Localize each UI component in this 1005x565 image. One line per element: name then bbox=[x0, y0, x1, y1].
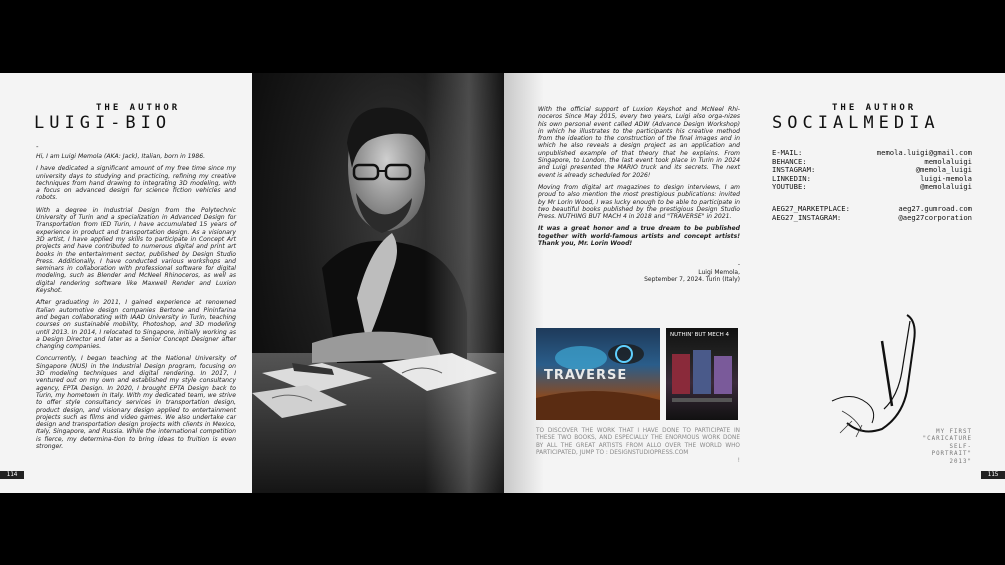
cta-mark: ! bbox=[737, 457, 740, 464]
cta-text bbox=[536, 428, 740, 465]
cta-body: TO DISCOVER THE WORK THAT I HAVE DONE TO PARTICIPATE IN THESE TWO BOOKS, AND ESPECIALLY THE ENORMOUS WORK DONE BY ALL THE GREAT ARTISTS FROM ALLO OVER THE WORLD WHO PARTICIPATED, JUMP TO : DESIGNSTUDIOPRESS.COM bbox=[536, 428, 740, 457]
events-text bbox=[538, 106, 740, 252]
book-spread bbox=[0, 73, 1005, 493]
social-title: SOCIALMEDIA bbox=[772, 113, 940, 133]
bio-paragraph: Hi, I am Luigi Memola (AKA: Jack), Italian, born in 1986. bbox=[36, 153, 206, 160]
left-page bbox=[0, 73, 252, 493]
thanks-paragraph: It was a great honor and a true dream to be published together with world-famous artists and concept artists! Thank you, Mr. Lorin Wood! bbox=[538, 225, 740, 248]
traverse-book-cover bbox=[536, 328, 660, 420]
contact-label: AEG27_INSTAGRAM: bbox=[772, 212, 842, 222]
contact-value[interactable]: @memolaluigi bbox=[920, 182, 972, 192]
gutter-highlight bbox=[425, 73, 505, 493]
page-title: LUIGI-BIO bbox=[34, 113, 172, 133]
contact-list bbox=[772, 149, 972, 222]
bio-dash: - bbox=[36, 143, 39, 151]
bio-paragraph: I have dedicated a significant amount of my free time since my university days to studying and practicing, refining my creative techniques from hand drawing to integrating 3D modeling, with a focus on advanced design for science fiction vehicles and robots. bbox=[36, 165, 236, 202]
bio-paragraph: After graduating in 2011, I gained experience at renowned Italian automotive design companies Bertone and Pininfarina and began collaborating with IAAD University in Turin, teaching courses on sustainable mobility, Photoshop, and 3D modeling until 2013. In 2014, I relocated to Singapore, initially working as a Design Director and later as a Senior Concept Designer after changing companies. bbox=[36, 299, 236, 351]
contact-youtube bbox=[772, 183, 972, 192]
caricature-caption: MY FIRST "CARICATURE SELF-PORTRAIT" 2013" bbox=[922, 429, 972, 465]
signature bbox=[604, 261, 740, 284]
contact-value[interactable]: memola.luigi@gmail.com bbox=[876, 148, 972, 157]
contact-aeg-instagram bbox=[772, 214, 972, 223]
page-number: 115 bbox=[981, 471, 1005, 479]
traverse-title: TRAVERSE bbox=[544, 368, 628, 383]
events-paragraph: With the official support of Luxion Keyshot and McNeel Rhi-noceros Since May 2015, every two years, Luigi also orga-nizes his own personal event called ADW (Advance Design Workshop) in which he illustrates to the participants his creative method from the ideation to the construction of the final images and in which he also reveals a design project as an application and unpublished example of that theory that he explains. From Singapore, to London, the last event took place in Turin in 2024 and Luigi presented the MARIO truck and its secrets. The next event is already scheduled for 2026! bbox=[538, 106, 740, 179]
bio-text bbox=[36, 153, 236, 455]
publications-paragraph: Moving from digital art magazines to design interviews, I am proud to also mention the most prestigious publications: invited by Mr Lorin Wood, I was lucky enough to be able to participate in two beautiful books published by the prestigious Design Studio Press. NUTHING BUT MACH 4 in 2018 and "TRAVERSE" in 2021. bbox=[538, 183, 740, 221]
nbm4-book-cover bbox=[666, 328, 738, 420]
bio-paragraph: With a degree in Industrial Design from the Polytechnic University of Turin and a specialization in Advanced Design for Transportation from IED Turin, I have accumulated 15 years of experience in product and transportation design. As a visionary 3D artist, I have applied my skills to participate in Concept Art projects and have contributed to numerous digital and print art books in the entertainment sector, published by Design Studio Press. Additionally, I have conducted various workshops and seminars in collaboration with professional software for digital modeling, such as Blender and McNeel Rhinoceros, as well as digital rendering software like Maxwell Render and Luxion Keyshot. bbox=[36, 206, 236, 295]
contact-value[interactable]: memolaluigi bbox=[924, 156, 972, 166]
social-kicker: THE AUTHOR bbox=[832, 103, 917, 113]
contact-label: BEHANCE: bbox=[772, 156, 807, 166]
contact-label: INSTAGRAM: bbox=[772, 165, 816, 175]
contact-label: AEG27_MARKETPLACE: bbox=[772, 203, 850, 213]
contact-label: YOUTUBE: bbox=[772, 182, 807, 192]
contact-value[interactable]: @memola_luigi bbox=[915, 165, 972, 175]
caricature-sketch bbox=[822, 311, 932, 441]
bio-paragraph: Concurrently, I began teaching at the National University of Singapore (NUS) in the Industrial Design program, focusing on 3D modeling techniques and digital rendering. In 2017, I ventured out on my own and established my style consultancy agency, EPTA Design. In 2020, I brought EPTA Design back to Turin, my hometown in Italy. With my dedicated team, we strive to offer style consultancy services in transportation design, product design, and visionary design applied to entertainment projects such as films and video games. We also undertake car design and transportation design projects with clients in Mexico, Italy, Singapore, and Russia. While the international competition is fierce, my determina-tion to bring ideas to fruition is even stronger. bbox=[36, 355, 236, 450]
page-number: 114 bbox=[0, 471, 24, 479]
signature-dash: - bbox=[737, 261, 740, 268]
signature-name: Luigi Memola, bbox=[698, 268, 740, 276]
right-page bbox=[504, 73, 1005, 493]
signature-date: September 7, 2024. Turin (Italy) bbox=[644, 276, 740, 283]
author-kicker: THE AUTHOR bbox=[96, 103, 181, 113]
contact-label: LINKEDIN: bbox=[772, 173, 811, 183]
contact-value[interactable]: luigi-memola bbox=[920, 173, 972, 183]
contact-value[interactable]: @aeg27corporation bbox=[898, 212, 972, 222]
contact-value[interactable]: aeg27.gumroad.com bbox=[898, 203, 972, 213]
nbm4-title: NUTHIN' BUT MECH 4 bbox=[670, 332, 729, 338]
nbm4-cover-art bbox=[666, 328, 738, 420]
contact-label: E-MAIL: bbox=[772, 148, 803, 157]
